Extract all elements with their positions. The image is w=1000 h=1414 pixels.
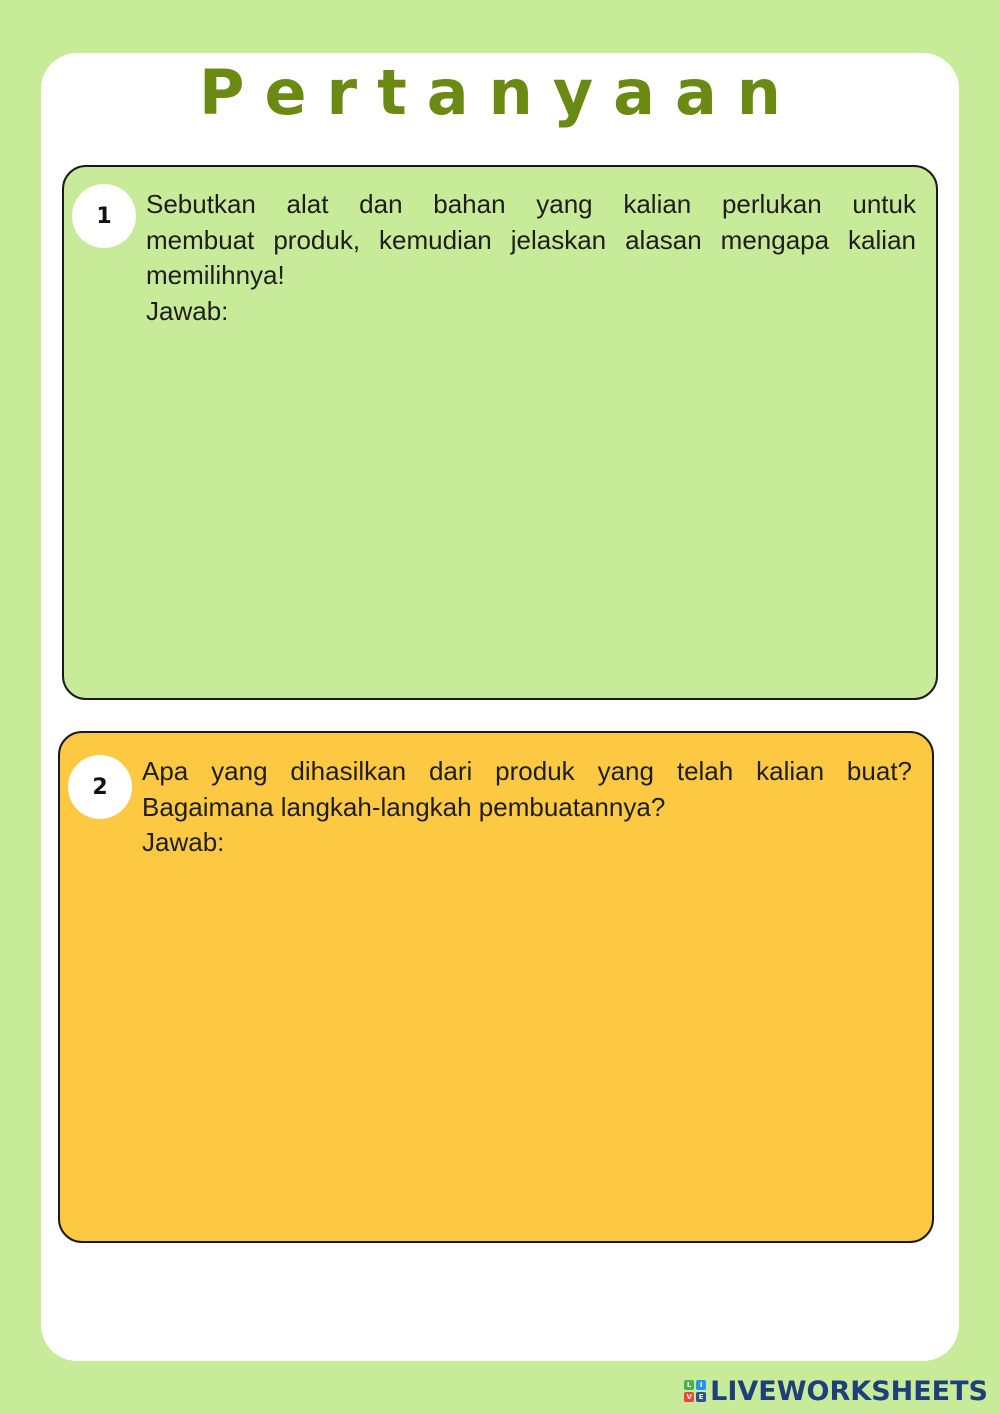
question-2-line-2: Bagaimana langkah-langkah pembuatannya? <box>142 791 666 822</box>
question-1-line-1: Sebutkan alat dan bahan yang kalian perlukan untuk <box>146 189 916 219</box>
question-text-1 <box>146 187 916 329</box>
answer-label-1: Jawab: <box>146 295 229 326</box>
question-2-line-1: Apa yang dihasilkan dari produk yang telah kalian buat? <box>142 756 912 786</box>
question-1-line-3: memilihnya! <box>146 260 285 290</box>
question-box-2 <box>58 731 934 1243</box>
question-1-line-2: membuat produk, kemudian jelaskan alasan mengapa kalian <box>146 224 916 255</box>
liveworksheets-logo-text: LIVEWORKSHEETS <box>710 1375 988 1407</box>
logo-mark-v: V <box>684 1392 694 1402</box>
liveworksheets-logo <box>684 1374 988 1408</box>
logo-mark-i: I <box>696 1380 706 1390</box>
page-title: Pertanyaan <box>199 56 801 129</box>
logo-mark-e: E <box>696 1392 706 1402</box>
question-number-badge-1: 1 <box>72 184 136 248</box>
question-number-badge-2: 2 <box>68 755 132 819</box>
answer-label-2: Jawab: <box>142 827 225 857</box>
question-box-1 <box>62 165 938 700</box>
logo-mark-l: L <box>684 1380 694 1390</box>
question-text-2 <box>142 754 912 861</box>
liveworksheets-logo-icon <box>684 1380 706 1402</box>
